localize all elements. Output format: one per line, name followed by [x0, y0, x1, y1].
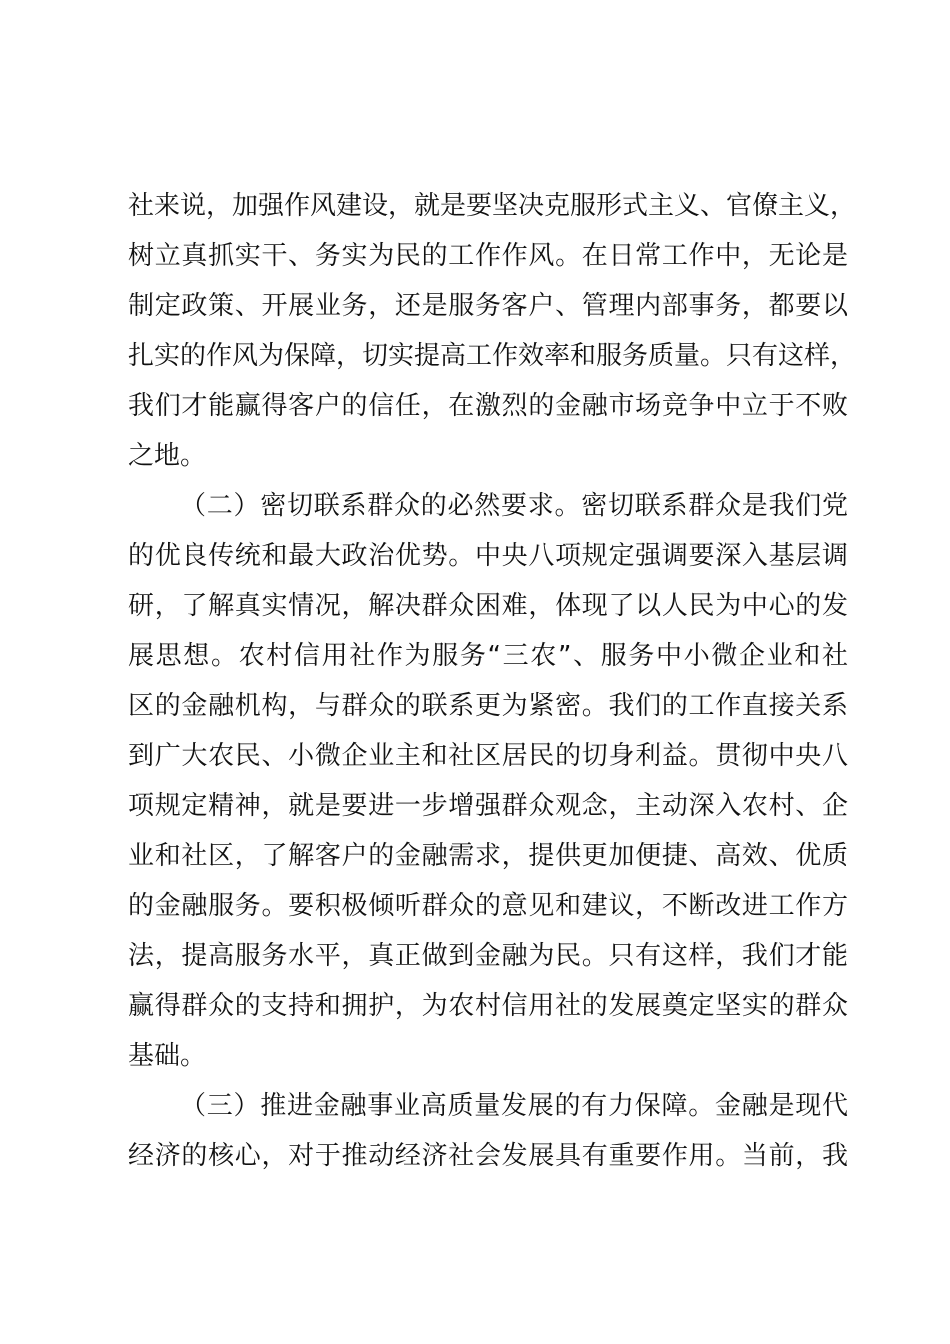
text-line: 之地。: [128, 441, 207, 471]
section-heading-line: （三）推进金融事业高质量发展的有力保障。金融是现代: [180, 1091, 848, 1121]
text-line: 的金融服务。要积极倾听群众的意见和建议，不断改进工作方: [128, 891, 848, 921]
text-line: 制定政策、开展业务，还是服务客户、管理内部事务，都要以: [128, 291, 848, 321]
text-line: 展思想。农村信用社作为服务“三农”、服务中小微企业和社: [128, 641, 848, 671]
text-line: 业和社区，了解客户的金融需求，提供更加便捷、高效、优质: [128, 841, 848, 871]
text-line: 项规定精神，就是要进一步增强群众观念，主动深入农村、企: [128, 791, 848, 821]
text-line: 赢得群众的支持和拥护，为农村信用社的发展奠定坚实的群众: [128, 991, 848, 1021]
text-line: 扎实的作风为保障，切实提高工作效率和服务质量。只有这样，: [128, 341, 857, 371]
text-line: 经济的核心，对于推动经济社会发展具有重要作用。当前，我: [128, 1141, 848, 1171]
text-line: 社来说，加强作风建设，就是要坚决克服形式主义、官僚主义，: [128, 191, 857, 221]
document-body: [128, 181, 857, 1181]
text-line: 研，了解真实情况，解决群众困难，体现了以人民为中心的发: [128, 591, 848, 621]
text-line: 基础。: [128, 1041, 207, 1071]
text-line: 到广大农民、小微企业主和社区居民的切身利益。贯彻中央八: [128, 741, 848, 771]
section-heading-line: （二）密切联系群众的必然要求。密切联系群众是我们党: [180, 491, 848, 521]
text-line: 区的金融机构，与群众的联系更为紧密。我们的工作直接关系: [128, 691, 848, 721]
text-line: 树立真抓实干、务实为民的工作作风。在日常工作中，无论是: [128, 241, 848, 271]
text-line: 的优良传统和最大政治优势。中央八项规定强调要深入基层调: [128, 541, 848, 571]
text-line: 我们才能赢得客户的信任，在激烈的金融市场竞争中立于不败: [128, 391, 848, 421]
text-line: 法，提高服务水平，真正做到金融为民。只有这样，我们才能: [128, 941, 848, 971]
